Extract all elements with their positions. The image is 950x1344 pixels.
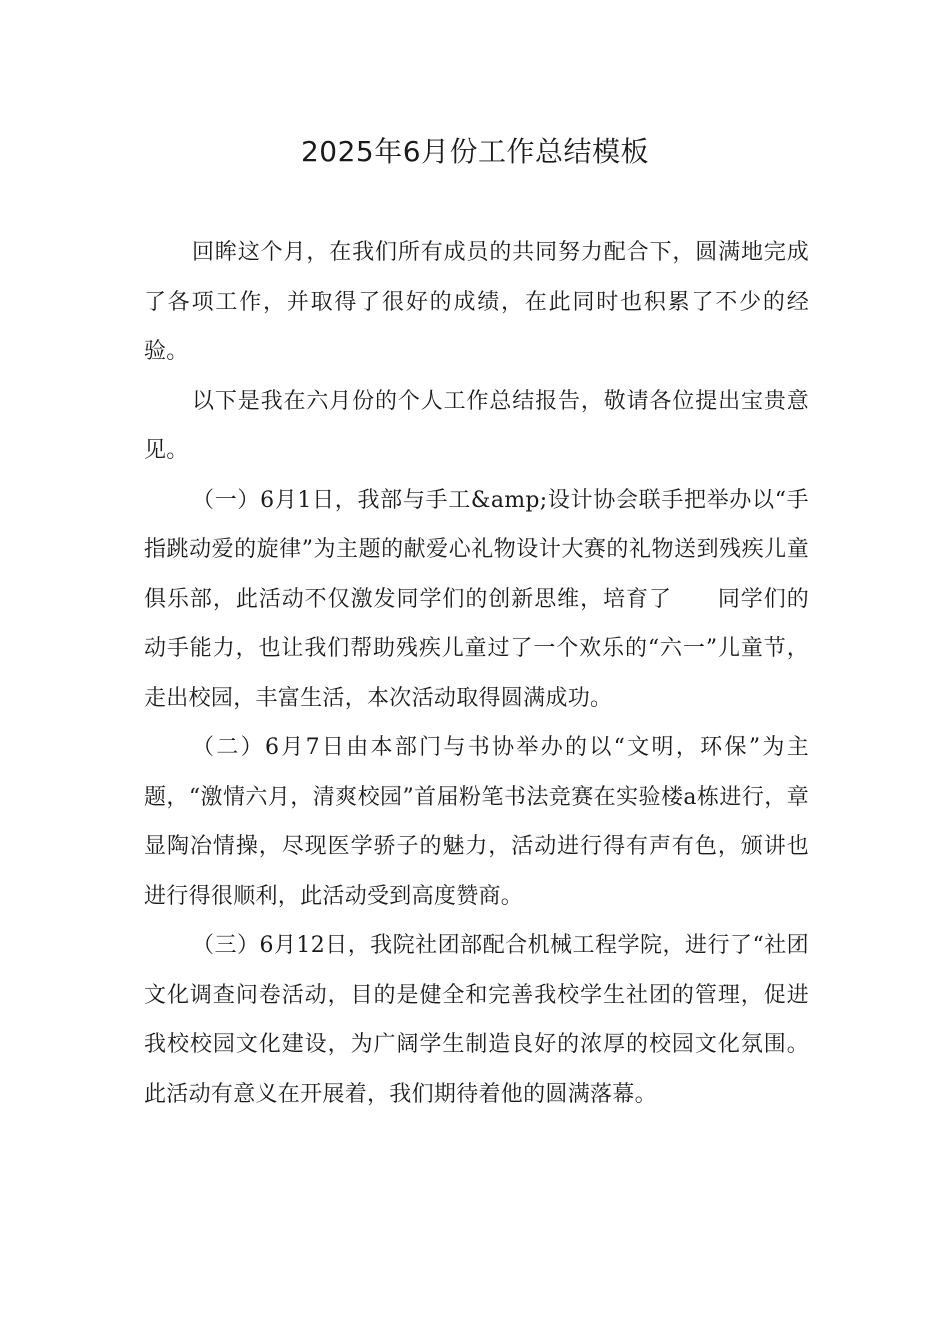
paragraph-item-2: （二）6月7日由本部门与书协举办的以“文明，环保”为主题，“激情六月，清爽校园”首届粉笔书法竞赛在实验楼a栋进行，章显陶冶情操，尽现医学骄子的魅力，活动进行得有声有色，颁讲也进行得很顺利，此活动受到高度赞商。 bbox=[144, 735, 809, 909]
paragraph-intro: 回眸这个月，在我们所有成员的共同努力配合下，圆满地完成了各项工作，并取得了很好的成绩，在此同时也积累了不少的经验。 bbox=[144, 240, 809, 364]
paragraph-item-1: （一）6月1日，我部与手工&amp;设计协会联手把举办以“手指跳动爱的旋律”为主题的献爱心礼物设计大赛的礼物送到残疾儿童俱乐部，此活动不仅激发同学们的创新思维，培育了 同学们的动手能力，也让我们帮助残疾儿童过了一个欢乐的“六一”儿童节，走出校园，丰富生活，本次活动取得圆满成功。 bbox=[144, 487, 809, 711]
paragraph-item-3: （三）6月12日，我院社团部配合机械工程学院，进行了“社团文化调查问卷活动，目的是健全和完善我校学生社团的管理，促进我校校园文化建设，为广阔学生制造良好的浓厚的校园文化氛围。此活动有意义在开展着，我们期待着他的圆满落幕。 bbox=[144, 933, 809, 1107]
document-title: 2025年6月份工作总结模板 bbox=[300, 135, 650, 168]
document-body bbox=[144, 228, 809, 1119]
paragraph-request: 以下是我在六月份的个人工作总结报告，敬请各位提出宝贵意见。 bbox=[144, 388, 809, 463]
